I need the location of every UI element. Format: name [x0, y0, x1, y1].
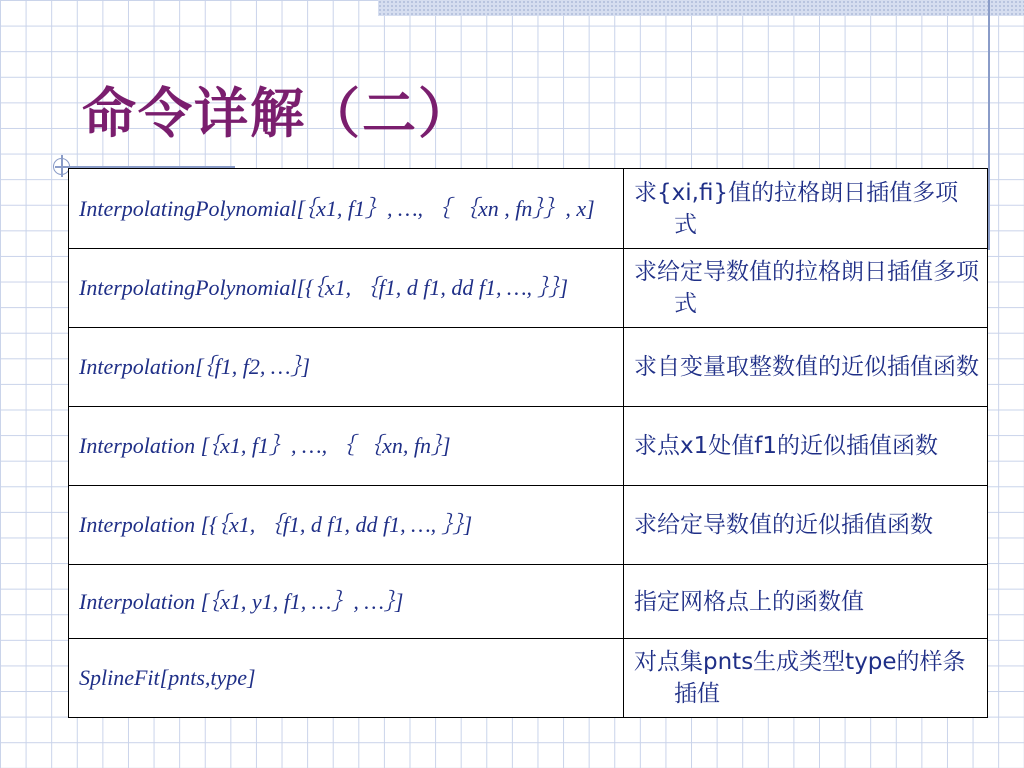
- table-row: [69, 249, 988, 328]
- description-text: 求给定导数值的近似插值函数: [634, 512, 933, 538]
- command-text: InterpolatingPolynomial[{｛x1, ｛f1, d f1, dd f1, …, ｝｝]: [79, 275, 569, 300]
- description-text: 对点集pnts生成类型type的样条插值: [634, 649, 966, 707]
- description-cell: [624, 328, 988, 407]
- command-cell: [69, 407, 624, 486]
- command-table: [68, 168, 988, 718]
- command-text: Interpolation [{｛x1, ｛f1, d f1, dd f1, …, ｝｝]: [79, 512, 473, 537]
- description-text: 求{xi,fi}值的拉格朗日插值多项式: [634, 179, 959, 238]
- description-text: 求自变量取整数值的近似插值函数: [634, 354, 979, 380]
- decorative-vertical-line: [988, 0, 990, 250]
- description-cell: [624, 486, 988, 565]
- description-text: 求点x1处值f1的近似插值函数: [634, 433, 938, 459]
- description-cell: [624, 639, 988, 718]
- command-cell: [69, 249, 624, 328]
- table-row: [69, 407, 988, 486]
- top-decorative-band: [378, 0, 1024, 16]
- command-text: Interpolation [｛x1, y1, f1, …｝, …｝]: [79, 588, 404, 614]
- command-text: SplineFit[pnts,type]: [79, 665, 256, 690]
- description-cell: [624, 249, 988, 328]
- table-row: [69, 639, 988, 718]
- command-text: Interpolation[｛f1, f2, …｝]: [79, 354, 311, 379]
- description-cell: [624, 407, 988, 486]
- description-text: 求给定导数值的拉格朗日插值多项式: [634, 259, 979, 317]
- description-text: 指定网格点上的函数值: [634, 588, 864, 615]
- table-row: [69, 565, 988, 639]
- description-cell: [624, 169, 988, 249]
- command-cell: [69, 486, 624, 565]
- command-cell: [69, 169, 624, 249]
- command-text: InterpolatingPolynomial[｛x1, f1｝, …, ｛ ｛xn , fn｝｝, x]: [79, 195, 595, 221]
- table-row: [69, 328, 988, 407]
- description-cell: [624, 565, 988, 639]
- command-cell: [69, 565, 624, 639]
- page-title: 命令详解（二）: [82, 81, 474, 145]
- command-text: Interpolation [｛x1, f1｝, …, ｛ ｛xn, fn｝]: [79, 433, 451, 458]
- table-row: [69, 169, 988, 249]
- command-cell: [69, 639, 624, 718]
- table-row: [69, 486, 988, 565]
- command-cell: [69, 328, 624, 407]
